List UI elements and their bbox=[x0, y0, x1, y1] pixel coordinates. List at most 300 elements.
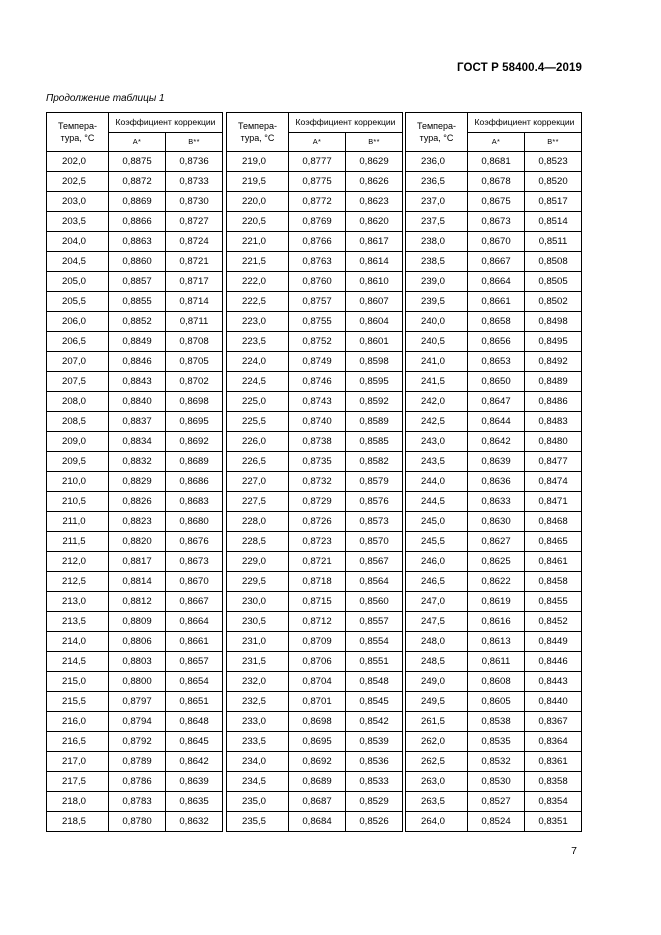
coefficient-b-cell: 0,8651 bbox=[166, 692, 223, 712]
temperature-cell: 212,0 bbox=[47, 552, 109, 572]
coefficient-a-cell: 0,8812 bbox=[109, 592, 166, 612]
table-row bbox=[47, 692, 223, 712]
coefficient-a-cell: 0,8701 bbox=[289, 692, 346, 712]
temperature-cell: 218,5 bbox=[47, 812, 109, 832]
table-row bbox=[406, 792, 582, 812]
table-row bbox=[227, 732, 403, 752]
coefficient-b-cell: 0,8698 bbox=[166, 392, 223, 412]
coefficient-a-cell: 0,8855 bbox=[109, 292, 166, 312]
coefficient-a-cell: 0,8689 bbox=[289, 772, 346, 792]
coefficient-b-cell: 0,8620 bbox=[346, 212, 403, 232]
table-row bbox=[227, 312, 403, 332]
coefficient-b-cell: 0,8533 bbox=[346, 772, 403, 792]
coefficient-b-cell: 0,8607 bbox=[346, 292, 403, 312]
table-row bbox=[227, 412, 403, 432]
coefficient-a-cell: 0,8806 bbox=[109, 632, 166, 652]
coefficient-b-cell: 0,8727 bbox=[166, 212, 223, 232]
temperature-cell: 245,5 bbox=[406, 532, 468, 552]
coefficient-a-cell: 0,8633 bbox=[468, 492, 525, 512]
coefficient-b-cell: 0,8645 bbox=[166, 732, 223, 752]
table-row bbox=[47, 792, 223, 812]
coefficient-a-cell: 0,8757 bbox=[289, 292, 346, 312]
coefficient-a-cell: 0,8721 bbox=[289, 552, 346, 572]
table-row bbox=[47, 712, 223, 732]
table-row bbox=[227, 512, 403, 532]
temperature-cell: 227,5 bbox=[227, 492, 289, 512]
table-row bbox=[47, 172, 223, 192]
table-row bbox=[406, 392, 582, 412]
table-row bbox=[227, 552, 403, 572]
coefficient-a-cell: 0,8670 bbox=[468, 232, 525, 252]
coefficient-a-cell: 0,8797 bbox=[109, 692, 166, 712]
coefficient-a-cell: 0,8809 bbox=[109, 612, 166, 632]
coefficient-a-cell: 0,8524 bbox=[468, 812, 525, 832]
coefficient-a-cell: 0,8611 bbox=[468, 652, 525, 672]
table-row bbox=[227, 812, 403, 832]
temperature-cell: 203,5 bbox=[47, 212, 109, 232]
temperature-header-line1: Темпера- bbox=[57, 121, 98, 131]
temperature-cell: 225,0 bbox=[227, 392, 289, 412]
coefficient-a-cell: 0,8743 bbox=[289, 392, 346, 412]
document-number: ГОСТ Р 58400.4—2019 bbox=[457, 62, 582, 74]
table-row bbox=[227, 352, 403, 372]
temperature-cell: 204,0 bbox=[47, 232, 109, 252]
coefficient-a-cell: 0,8675 bbox=[468, 192, 525, 212]
table-row bbox=[47, 252, 223, 272]
coefficient-a-cell: 0,8695 bbox=[289, 732, 346, 752]
coefficient-b-cell: 0,8617 bbox=[346, 232, 403, 252]
coefficient-a-cell: 0,8630 bbox=[468, 512, 525, 532]
temperature-cell: 208,5 bbox=[47, 412, 109, 432]
coefficient-b-cell: 0,8508 bbox=[525, 252, 582, 272]
coefficient-a-cell: 0,8763 bbox=[289, 252, 346, 272]
coefficient-a-cell: 0,8658 bbox=[468, 312, 525, 332]
temperature-cell: 207,5 bbox=[47, 372, 109, 392]
table-row bbox=[47, 212, 223, 232]
coefficient-a-cell: 0,8755 bbox=[289, 312, 346, 332]
table-row bbox=[406, 552, 582, 572]
coefficient-a-cell: 0,8656 bbox=[468, 332, 525, 352]
coefficient-a-cell: 0,8840 bbox=[109, 392, 166, 412]
coefficient-a-cell: 0,8849 bbox=[109, 332, 166, 352]
table-row bbox=[227, 452, 403, 472]
temperature-cell: 240,0 bbox=[406, 312, 468, 332]
temperature-cell: 209,5 bbox=[47, 452, 109, 472]
table-row bbox=[47, 332, 223, 352]
coefficient-b-cell: 0,8648 bbox=[166, 712, 223, 732]
coefficient-a-cell: 0,8775 bbox=[289, 172, 346, 192]
table-row bbox=[227, 612, 403, 632]
temperature-cell: 243,5 bbox=[406, 452, 468, 472]
coefficient-a-cell: 0,8735 bbox=[289, 452, 346, 472]
table-row bbox=[47, 292, 223, 312]
table-row bbox=[47, 152, 223, 172]
table-row bbox=[406, 352, 582, 372]
coefficient-b-cell: 0,8526 bbox=[346, 812, 403, 832]
table-row bbox=[406, 572, 582, 592]
temperature-cell: 233,0 bbox=[227, 712, 289, 732]
temperature-cell: 217,5 bbox=[47, 772, 109, 792]
temperature-cell: 230,5 bbox=[227, 612, 289, 632]
coefficient-a-cell: 0,8843 bbox=[109, 372, 166, 392]
coefficient-a-cell: 0,8863 bbox=[109, 232, 166, 252]
coefficient-b-cell: 0,8579 bbox=[346, 472, 403, 492]
coefficient-a-header: A* bbox=[109, 132, 166, 152]
table-row bbox=[406, 512, 582, 532]
coefficient-b-cell: 0,8654 bbox=[166, 672, 223, 692]
coefficient-a-cell: 0,8832 bbox=[109, 452, 166, 472]
table-row bbox=[406, 272, 582, 292]
temperature-header-line2: тура, °С bbox=[240, 133, 275, 143]
coefficient-b-cell: 0,8589 bbox=[346, 412, 403, 432]
coefficient-a-header: A* bbox=[289, 132, 346, 152]
table-row bbox=[406, 152, 582, 172]
table-row bbox=[47, 532, 223, 552]
coefficient-b-cell: 0,8542 bbox=[346, 712, 403, 732]
coefficient-a-cell: 0,8532 bbox=[468, 752, 525, 772]
temperature-cell: 262,0 bbox=[406, 732, 468, 752]
coefficient-b-cell: 0,8714 bbox=[166, 292, 223, 312]
coefficient-a-cell: 0,8684 bbox=[289, 812, 346, 832]
coefficient-a-cell: 0,8698 bbox=[289, 712, 346, 732]
coefficient-a-cell: 0,8800 bbox=[109, 672, 166, 692]
temperature-cell: 207,0 bbox=[47, 352, 109, 372]
table-caption: Продолжение таблицы 1 bbox=[46, 93, 165, 104]
table-row bbox=[406, 412, 582, 432]
table-row bbox=[406, 192, 582, 212]
coefficient-a-cell: 0,8740 bbox=[289, 412, 346, 432]
coefficient-b-cell: 0,8708 bbox=[166, 332, 223, 352]
coefficient-b-cell: 0,8623 bbox=[346, 192, 403, 212]
temperature-header bbox=[227, 113, 289, 152]
coefficient-a-cell: 0,8829 bbox=[109, 472, 166, 492]
table-row bbox=[47, 672, 223, 692]
coefficient-a-cell: 0,8616 bbox=[468, 612, 525, 632]
coefficient-a-cell: 0,8661 bbox=[468, 292, 525, 312]
temperature-cell: 202,0 bbox=[47, 152, 109, 172]
coefficient-a-cell: 0,8786 bbox=[109, 772, 166, 792]
coefficient-a-cell: 0,8653 bbox=[468, 352, 525, 372]
coefficient-a-cell: 0,8667 bbox=[468, 252, 525, 272]
temperature-header bbox=[47, 113, 109, 152]
coefficient-header: Коэффициент коррекции bbox=[468, 113, 582, 133]
table-row bbox=[47, 192, 223, 212]
coefficient-b-cell: 0,8673 bbox=[166, 552, 223, 572]
temperature-cell: 264,0 bbox=[406, 812, 468, 832]
table-row bbox=[47, 572, 223, 592]
temperature-cell: 237,5 bbox=[406, 212, 468, 232]
coefficient-a-cell: 0,8752 bbox=[289, 332, 346, 352]
temperature-cell: 233,5 bbox=[227, 732, 289, 752]
coefficient-b-cell: 0,8576 bbox=[346, 492, 403, 512]
coefficient-a-cell: 0,8712 bbox=[289, 612, 346, 632]
coefficient-b-cell: 0,8364 bbox=[525, 732, 582, 752]
coefficient-b-cell: 0,8676 bbox=[166, 532, 223, 552]
table-row bbox=[227, 272, 403, 292]
table-row bbox=[406, 632, 582, 652]
temperature-header-line1: Темпера- bbox=[237, 121, 278, 131]
temperature-cell: 214,5 bbox=[47, 652, 109, 672]
coefficient-b-cell: 0,8474 bbox=[525, 472, 582, 492]
coefficient-b-cell: 0,8361 bbox=[525, 752, 582, 772]
coefficient-a-cell: 0,8746 bbox=[289, 372, 346, 392]
coefficient-a-cell: 0,8619 bbox=[468, 592, 525, 612]
coefficient-a-cell: 0,8814 bbox=[109, 572, 166, 592]
temperature-cell: 235,5 bbox=[227, 812, 289, 832]
coefficient-b-cell: 0,8724 bbox=[166, 232, 223, 252]
temperature-cell: 246,5 bbox=[406, 572, 468, 592]
table-row bbox=[406, 532, 582, 552]
coefficient-b-cell: 0,8545 bbox=[346, 692, 403, 712]
coefficient-b-cell: 0,8483 bbox=[525, 412, 582, 432]
coefficient-b-cell: 0,8661 bbox=[166, 632, 223, 652]
temperature-cell: 232,0 bbox=[227, 672, 289, 692]
coefficient-a-cell: 0,8852 bbox=[109, 312, 166, 332]
coefficient-a-cell: 0,8687 bbox=[289, 792, 346, 812]
table-body bbox=[227, 152, 403, 832]
coefficient-b-cell: 0,8610 bbox=[346, 272, 403, 292]
table-row bbox=[406, 592, 582, 612]
temperature-cell: 220,0 bbox=[227, 192, 289, 212]
temperature-cell: 244,5 bbox=[406, 492, 468, 512]
data-table-2 bbox=[226, 112, 403, 832]
coefficient-b-cell: 0,8692 bbox=[166, 432, 223, 452]
table-row bbox=[227, 712, 403, 732]
coefficient-b-cell: 0,8717 bbox=[166, 272, 223, 292]
coefficient-a-cell: 0,8772 bbox=[289, 192, 346, 212]
table-row bbox=[227, 292, 403, 312]
coefficient-a-cell: 0,8622 bbox=[468, 572, 525, 592]
temperature-header-line2: тура, °С bbox=[419, 133, 454, 143]
temperature-cell: 231,5 bbox=[227, 652, 289, 672]
coefficient-b-cell: 0,8560 bbox=[346, 592, 403, 612]
temperature-cell: 261,5 bbox=[406, 712, 468, 732]
table-row bbox=[47, 732, 223, 752]
coefficient-a-cell: 0,8535 bbox=[468, 732, 525, 752]
temperature-cell: 213,0 bbox=[47, 592, 109, 612]
table-row bbox=[406, 332, 582, 352]
temperature-cell: 206,5 bbox=[47, 332, 109, 352]
coefficient-b-cell: 0,8458 bbox=[525, 572, 582, 592]
coefficient-b-cell: 0,8351 bbox=[525, 812, 582, 832]
temperature-cell: 231,0 bbox=[227, 632, 289, 652]
coefficient-b-cell: 0,8585 bbox=[346, 432, 403, 452]
temperature-cell: 209,0 bbox=[47, 432, 109, 452]
temperature-cell: 225,5 bbox=[227, 412, 289, 432]
temperature-cell: 247,5 bbox=[406, 612, 468, 632]
coefficient-b-cell: 0,8639 bbox=[166, 772, 223, 792]
coefficient-b-cell: 0,8514 bbox=[525, 212, 582, 232]
temperature-header-line2: тура, °С bbox=[60, 133, 95, 143]
temperature-cell: 208,0 bbox=[47, 392, 109, 412]
coefficient-b-cell: 0,8664 bbox=[166, 612, 223, 632]
coefficient-b-cell: 0,8705 bbox=[166, 352, 223, 372]
temperature-cell: 241,0 bbox=[406, 352, 468, 372]
temperature-cell: 228,5 bbox=[227, 532, 289, 552]
table-row bbox=[406, 232, 582, 252]
temperature-cell: 229,5 bbox=[227, 572, 289, 592]
coefficient-a-cell: 0,8664 bbox=[468, 272, 525, 292]
table-row bbox=[406, 812, 582, 832]
table-row bbox=[227, 672, 403, 692]
coefficient-b-cell: 0,8523 bbox=[525, 152, 582, 172]
coefficient-a-cell: 0,8817 bbox=[109, 552, 166, 572]
coefficient-a-cell: 0,8826 bbox=[109, 492, 166, 512]
table-row bbox=[406, 312, 582, 332]
table-row bbox=[47, 752, 223, 772]
temperature-cell: 213,5 bbox=[47, 612, 109, 632]
coefficient-a-cell: 0,8860 bbox=[109, 252, 166, 272]
coefficient-a-cell: 0,8846 bbox=[109, 352, 166, 372]
coefficient-b-cell: 0,8695 bbox=[166, 412, 223, 432]
table-row bbox=[406, 372, 582, 392]
temperature-cell: 221,5 bbox=[227, 252, 289, 272]
coefficient-b-cell: 0,8595 bbox=[346, 372, 403, 392]
temperature-cell: 219,5 bbox=[227, 172, 289, 192]
temperature-cell: 224,5 bbox=[227, 372, 289, 392]
coefficient-a-cell: 0,8692 bbox=[289, 752, 346, 772]
coefficient-a-cell: 0,8723 bbox=[289, 532, 346, 552]
table-row bbox=[47, 492, 223, 512]
data-table-3 bbox=[405, 112, 582, 832]
table-row bbox=[227, 652, 403, 672]
table-row bbox=[406, 612, 582, 632]
temperature-cell: 215,0 bbox=[47, 672, 109, 692]
coefficient-header: Коэффициент коррекции bbox=[289, 113, 403, 133]
temperature-cell: 243,0 bbox=[406, 432, 468, 452]
coefficient-a-cell: 0,8627 bbox=[468, 532, 525, 552]
table-row bbox=[406, 672, 582, 692]
table-row bbox=[227, 212, 403, 232]
table-row bbox=[227, 772, 403, 792]
data-table-1 bbox=[46, 112, 223, 832]
coefficient-b-cell: 0,8502 bbox=[525, 292, 582, 312]
temperature-cell: 242,5 bbox=[406, 412, 468, 432]
table-row bbox=[47, 412, 223, 432]
table-row bbox=[47, 772, 223, 792]
temperature-cell: 221,0 bbox=[227, 232, 289, 252]
table-row bbox=[47, 432, 223, 452]
temperature-cell: 237,0 bbox=[406, 192, 468, 212]
coefficient-b-cell: 0,8582 bbox=[346, 452, 403, 472]
table-row bbox=[227, 632, 403, 652]
temperature-cell: 263,0 bbox=[406, 772, 468, 792]
coefficient-b-cell: 0,8551 bbox=[346, 652, 403, 672]
coefficient-a-header: A* bbox=[468, 132, 525, 152]
coefficient-a-cell: 0,8642 bbox=[468, 432, 525, 452]
temperature-cell: 238,5 bbox=[406, 252, 468, 272]
temperature-cell: 202,5 bbox=[47, 172, 109, 192]
coefficient-b-cell: 0,8443 bbox=[525, 672, 582, 692]
coefficient-a-cell: 0,8706 bbox=[289, 652, 346, 672]
coefficient-a-cell: 0,8726 bbox=[289, 512, 346, 532]
temperature-cell: 229,0 bbox=[227, 552, 289, 572]
temperature-cell: 223,0 bbox=[227, 312, 289, 332]
temperature-cell: 239,5 bbox=[406, 292, 468, 312]
table-row bbox=[47, 232, 223, 252]
coefficient-b-cell: 0,8529 bbox=[346, 792, 403, 812]
coefficient-b-cell: 0,8440 bbox=[525, 692, 582, 712]
coefficient-b-cell: 0,8570 bbox=[346, 532, 403, 552]
temperature-cell: 212,5 bbox=[47, 572, 109, 592]
temperature-cell: 262,5 bbox=[406, 752, 468, 772]
temperature-cell: 210,0 bbox=[47, 472, 109, 492]
coefficient-b-cell: 0,8592 bbox=[346, 392, 403, 412]
coefficient-b-cell: 0,8711 bbox=[166, 312, 223, 332]
coefficient-b-cell: 0,8642 bbox=[166, 752, 223, 772]
temperature-cell: 239,0 bbox=[406, 272, 468, 292]
temperature-cell: 226,5 bbox=[227, 452, 289, 472]
coefficient-b-cell: 0,8736 bbox=[166, 152, 223, 172]
coefficient-a-cell: 0,8834 bbox=[109, 432, 166, 452]
coefficient-b-cell: 0,8689 bbox=[166, 452, 223, 472]
table-body bbox=[47, 152, 223, 832]
table-row bbox=[47, 272, 223, 292]
table-row bbox=[227, 332, 403, 352]
table-row bbox=[406, 712, 582, 732]
coefficient-b-cell: 0,8680 bbox=[166, 512, 223, 532]
table-row bbox=[406, 692, 582, 712]
coefficient-a-cell: 0,8780 bbox=[109, 812, 166, 832]
coefficient-a-cell: 0,8709 bbox=[289, 632, 346, 652]
temperature-cell: 247,0 bbox=[406, 592, 468, 612]
table-row bbox=[47, 512, 223, 532]
coefficient-b-cell: 0,8629 bbox=[346, 152, 403, 172]
table-row bbox=[47, 352, 223, 372]
table-row bbox=[227, 472, 403, 492]
coefficient-b-cell: 0,8548 bbox=[346, 672, 403, 692]
table-row bbox=[47, 372, 223, 392]
coefficient-a-cell: 0,8837 bbox=[109, 412, 166, 432]
table-row bbox=[227, 592, 403, 612]
coefficient-a-cell: 0,8613 bbox=[468, 632, 525, 652]
coefficient-a-cell: 0,8718 bbox=[289, 572, 346, 592]
table-row bbox=[406, 292, 582, 312]
coefficient-b-cell: 0,8536 bbox=[346, 752, 403, 772]
table-row bbox=[47, 452, 223, 472]
table-row bbox=[47, 552, 223, 572]
coefficient-b-cell: 0,8730 bbox=[166, 192, 223, 212]
coefficient-b-cell: 0,8446 bbox=[525, 652, 582, 672]
coefficient-b-cell: 0,8358 bbox=[525, 772, 582, 792]
coefficient-a-cell: 0,8639 bbox=[468, 452, 525, 472]
temperature-cell: 249,0 bbox=[406, 672, 468, 692]
temperature-cell: 222,0 bbox=[227, 272, 289, 292]
coefficient-a-cell: 0,8823 bbox=[109, 512, 166, 532]
temperature-cell: 246,0 bbox=[406, 552, 468, 572]
coefficient-b-cell: 0,8604 bbox=[346, 312, 403, 332]
coefficient-b-cell: 0,8449 bbox=[525, 632, 582, 652]
coefficient-b-cell: 0,8498 bbox=[525, 312, 582, 332]
temperature-cell: 263,5 bbox=[406, 792, 468, 812]
table-row bbox=[406, 432, 582, 452]
temperature-cell: 230,0 bbox=[227, 592, 289, 612]
table-row bbox=[227, 192, 403, 212]
table-row bbox=[47, 472, 223, 492]
coefficient-b-cell: 0,8557 bbox=[346, 612, 403, 632]
coefficient-b-cell: 0,8567 bbox=[346, 552, 403, 572]
temperature-cell: 211,0 bbox=[47, 512, 109, 532]
table-row bbox=[227, 392, 403, 412]
coefficient-b-cell: 0,8539 bbox=[346, 732, 403, 752]
coefficient-b-cell: 0,8471 bbox=[525, 492, 582, 512]
table-row bbox=[227, 432, 403, 452]
coefficient-a-cell: 0,8792 bbox=[109, 732, 166, 752]
coefficient-b-cell: 0,8657 bbox=[166, 652, 223, 672]
coefficient-header: Коэффициент коррекции bbox=[109, 113, 223, 133]
temperature-cell: 216,5 bbox=[47, 732, 109, 752]
coefficient-a-cell: 0,8732 bbox=[289, 472, 346, 492]
